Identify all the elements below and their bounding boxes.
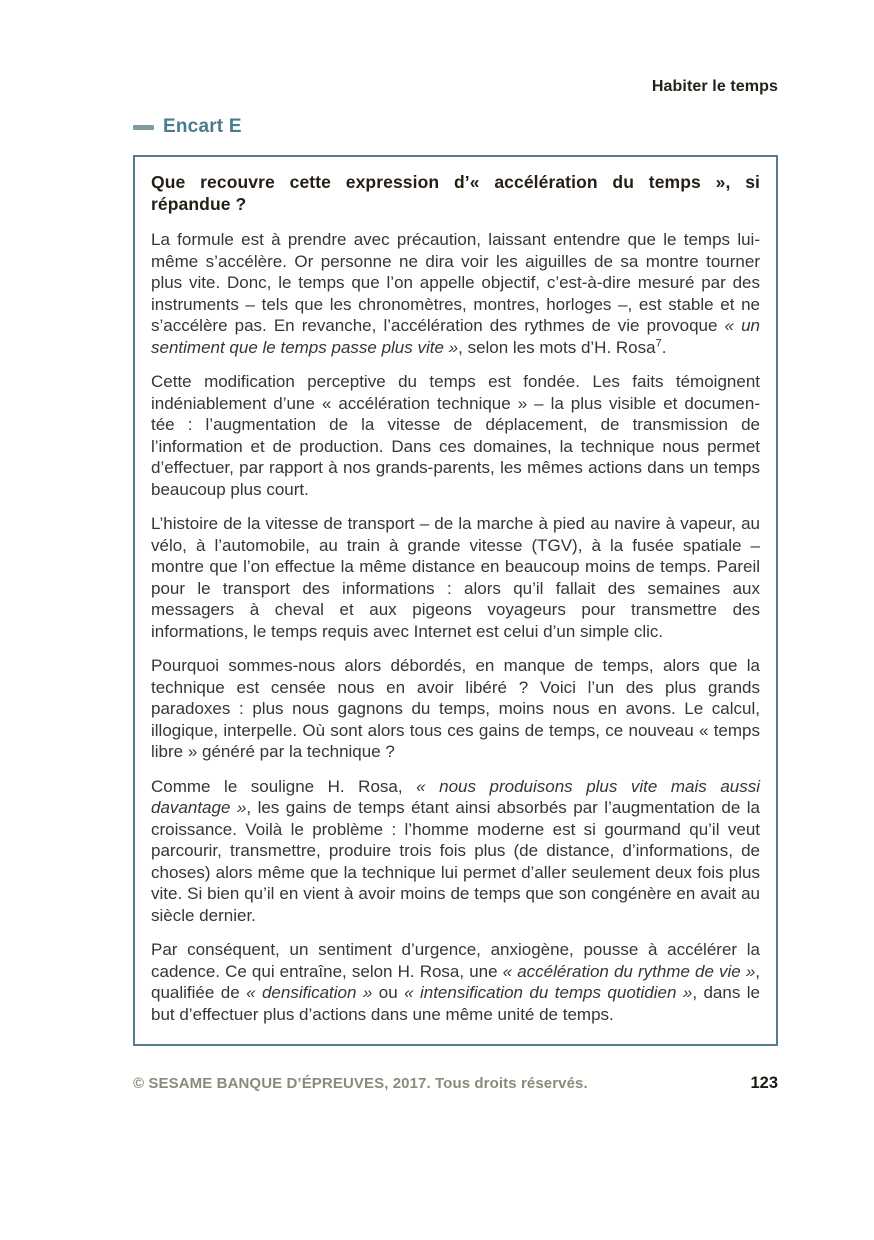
text-segment: L’histoire de la vitesse de transport – de la marche à pied au navire à vapeur, au vélo, à l’automobile, au train à grande vitesse (TGV), à la fusée spatiale – montre que l’on effectue la même distance en beaucoup moins de temps. Pareil pour le transport des informations : alors qu’il fallait des semaines aux messagers à cheval et aux pigeons voyageurs pour transmettre des informations, le temps requis avec Internet est celui d’un simple clic. (151, 514, 760, 641)
paragraph (151, 776, 760, 927)
encart-label: Encart E (163, 116, 242, 137)
text-segment: Cette modification perceptive du temps est fondée. Les faits témoignent indéniablement d’une « accélération technique » – la plus visible et documentée : l’augmentation de la vitesse de déplacement, de transmission de l’information et de production. Dans ces domaines, la technique nous permet d’effectuer, par rapport à nos grands-parents, les mêmes actions dans un temps beaucoup plus court. (151, 372, 760, 499)
paragraph (151, 939, 760, 1025)
box-paragraphs (151, 229, 760, 1025)
text-segment: , dans le but d’effectuer plus d’actions dans une même unité de temps. (151, 983, 760, 1024)
text-segment: 7 (655, 336, 662, 349)
text-segment: « accélération du rythme de vie » (502, 961, 756, 981)
paragraph (151, 655, 760, 763)
text-segment: ou (372, 983, 405, 1002)
text-segment: , les gains de temps étant ainsi absorbés par l’augmentation de la croissance. Voilà le problème : l’homme moderne est si gourmand qu’il veut parcourir, transmettre, produire trois fois plus (de distance, d’informations, de choses) alors même que la technique lui permet d’aller seulement deux fois plus vite. Si bien qu’il en vient à avoir moins de temps que son congénère en avait au siècle dernier. (151, 798, 760, 925)
text-segment: « nous produisons plus vite mais aussi davantage » (151, 776, 760, 817)
running-title: Habiter le temps (651, 78, 778, 95)
encart-box (133, 155, 778, 1046)
text-segment: « intensification du temps quotidien » (404, 983, 693, 1002)
page-footer (133, 1074, 778, 1093)
text-segment: La formule est à prendre avec précaution, laissant entendre que le temps lui-même s’accélère. Or personne ne dira voir les aiguilles de sa montre tourner plus vite. Donc, le temps que l’on appelle objectif, c’est-à-dire mesuré par des instruments – tels que les chronomètres, montres, horloges –, est stable et ne s’accélère pas. En revanche, l’accélération des rythmes de vie provoque (151, 230, 760, 335)
copyright-notice: © SESAME BANQUE D’ÉPREUVES, 2017. Tous droits réservés. (133, 1075, 588, 1092)
text-segment: , qualifiée de (151, 961, 761, 1002)
page-number: 123 (750, 1074, 778, 1092)
text-segment: . (661, 337, 667, 357)
text-segment: « densification » (246, 983, 373, 1002)
encart-heading (133, 116, 778, 138)
text-segment: Comme le souligne H. Rosa, (151, 776, 417, 796)
paragraph (151, 229, 760, 358)
text-segment: « un sentiment que le temps passe plus vite » (151, 316, 760, 357)
document-page (133, 0, 778, 1093)
text-segment: Par conséquent, un sentiment d’urgence, anxiogène, pousse à accélérer la cadence. Ce qui entraîne, selon H. Rosa, une (151, 940, 760, 981)
dash-icon (133, 125, 154, 130)
paragraph (151, 371, 760, 500)
box-heading: Que recouvre cette expression d’« accélération du temps », si répandue ? (151, 172, 760, 214)
paragraph (151, 513, 760, 642)
text-segment: , selon les mots d’H. Rosa (458, 337, 656, 357)
text-segment: Pourquoi sommes-nous alors débordés, en manque de temps, alors que la technique est censée nous en avoir libéré ? Voici l’un des plus grands paradoxes : plus nous gagnons du temps, moins nous en avons. Le calcul, illogique, interpelle. Où sont alors tous ces gains de temps, ce nouveau « temps libre » généré par la technique ? (151, 656, 760, 761)
